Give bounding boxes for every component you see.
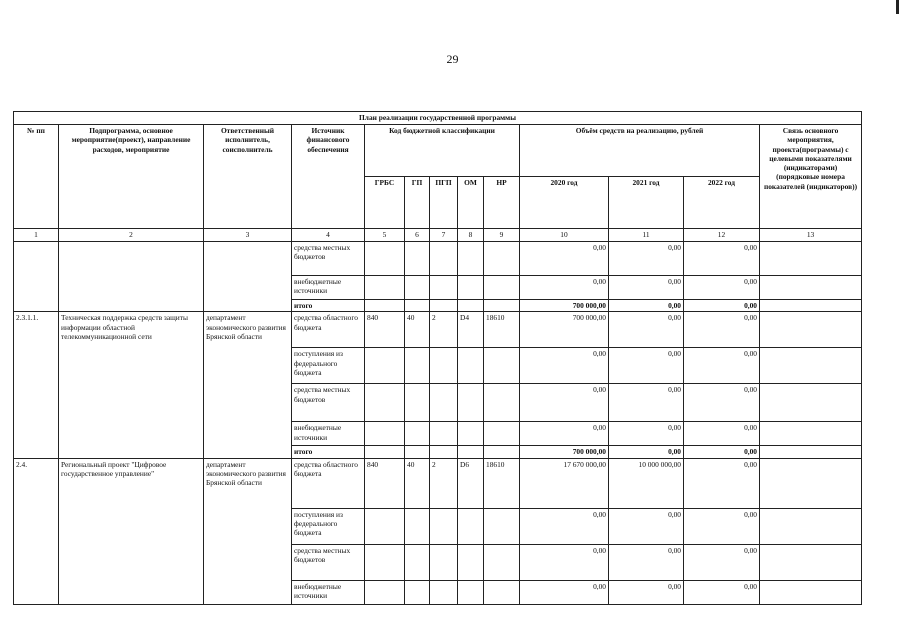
value-2021: 0,00 xyxy=(609,384,684,422)
num-cell: 2.3.1.1. xyxy=(14,312,59,458)
header-executor: Ответственный исполнитель, соисполнитель xyxy=(204,125,292,229)
value-2021: 0,00 xyxy=(609,276,684,300)
col-number: 13 xyxy=(760,229,862,242)
source-cell: внебюджетные источники xyxy=(292,422,365,446)
value-2021: 0,00 xyxy=(609,312,684,348)
column-numbers-row xyxy=(14,229,862,242)
header-num: № пп xyxy=(14,125,59,229)
header-2021: 2021 год xyxy=(609,177,684,229)
om-cell: D4 xyxy=(458,312,484,348)
col-number: 5 xyxy=(365,229,405,242)
value-2022: 0,00 xyxy=(684,446,760,458)
value-2022: 0,00 xyxy=(684,348,760,384)
header-2022: 2022 год xyxy=(684,177,760,229)
header-2020: 2020 год xyxy=(520,177,609,229)
value-2021: 0,00 xyxy=(609,508,684,544)
source-cell: средства местных бюджетов xyxy=(292,242,365,276)
pgp-cell: 2 xyxy=(430,458,458,508)
value-2022: 0,00 xyxy=(684,242,760,276)
value-2020: 0,00 xyxy=(520,276,609,300)
col-number: 8 xyxy=(458,229,484,242)
value-2020: 700 000,00 xyxy=(520,312,609,348)
num-cell xyxy=(14,242,59,312)
value-2022: 0,00 xyxy=(684,276,760,300)
header-source: Источник финансового обеспечения xyxy=(292,125,365,229)
value-2022: 0,00 xyxy=(684,312,760,348)
source-cell: итого xyxy=(292,300,365,312)
header-grbs: ГРБС xyxy=(365,177,405,229)
header-gp: ГП xyxy=(405,177,430,229)
header-pgp: ПГП xyxy=(430,177,458,229)
value-2021: 0,00 xyxy=(609,348,684,384)
col-number: 12 xyxy=(684,229,760,242)
value-2021: 0,00 xyxy=(609,544,684,580)
value-2020: 700 000,00 xyxy=(520,446,609,458)
value-2020: 0,00 xyxy=(520,508,609,544)
source-cell: внебюджетные источники xyxy=(292,276,365,300)
executor-cell: департамент экономического развития Брянской области xyxy=(204,312,292,458)
value-2020: 0,00 xyxy=(520,384,609,422)
value-2022: 0,00 xyxy=(684,384,760,422)
subprogram-cell: Региональный проект "Цифровое государственное управление" xyxy=(59,458,204,604)
gp-cell: 40 xyxy=(405,458,430,508)
source-cell: итого xyxy=(292,446,365,458)
value-2020: 0,00 xyxy=(520,242,609,276)
value-2021: 0,00 xyxy=(609,446,684,458)
grbs-cell: 840 xyxy=(365,458,405,508)
executor-cell: департамент экономического развития Брянской области xyxy=(204,458,292,604)
value-2021: 0,00 xyxy=(609,242,684,276)
source-cell: средства областного бюджета xyxy=(292,458,365,508)
value-2020: 0,00 xyxy=(520,422,609,446)
source-cell: поступления из федерального бюджета xyxy=(292,508,365,544)
source-cell: поступления из федерального бюджета xyxy=(292,348,365,384)
np-cell: 18610 xyxy=(484,312,520,348)
header-np: НР xyxy=(484,177,520,229)
value-2021: 10 000 000,00 xyxy=(609,458,684,508)
value-2022: 0,00 xyxy=(684,508,760,544)
executor-cell xyxy=(204,242,292,312)
grbs-cell: 840 xyxy=(365,312,405,348)
header-link: Связь основного мероприятия, проекта(программы) с целевыми показателями (индикаторами) (порядковые номера показателей (индикаторов)) xyxy=(760,125,862,229)
scan-edge-mark xyxy=(896,0,899,14)
value-2021: 0,00 xyxy=(609,300,684,312)
pgp-cell: 2 xyxy=(430,312,458,348)
col-number: 3 xyxy=(204,229,292,242)
value-2022: 0,00 xyxy=(684,300,760,312)
table-caption: План реализации государственной программы xyxy=(14,112,862,125)
table-row xyxy=(14,312,862,348)
col-number: 2 xyxy=(59,229,204,242)
value-2021: 0,00 xyxy=(609,422,684,446)
col-number: 4 xyxy=(292,229,365,242)
gp-cell: 40 xyxy=(405,312,430,348)
col-number: 6 xyxy=(405,229,430,242)
source-cell: средства местных бюджетов xyxy=(292,544,365,580)
col-number: 10 xyxy=(520,229,609,242)
page-number: 29 xyxy=(446,52,459,66)
num-cell: 2.4. xyxy=(14,458,59,604)
value-2022: 0,00 xyxy=(684,580,760,604)
value-2020: 0,00 xyxy=(520,348,609,384)
col-number: 11 xyxy=(609,229,684,242)
value-2022: 0,00 xyxy=(684,544,760,580)
om-cell: D6 xyxy=(458,458,484,508)
header-budget-code: Код бюджетной классификации xyxy=(365,125,520,177)
header-om: ОМ xyxy=(458,177,484,229)
header-row xyxy=(14,125,862,177)
program-plan-table xyxy=(13,111,862,605)
value-2022: 0,00 xyxy=(684,422,760,446)
value-2020: 17 670 000,00 xyxy=(520,458,609,508)
header-subprogram: Подпрограмма, основное мероприятие(проект), направление расходов, мероприятие xyxy=(59,125,204,229)
value-2020: 700 000,00 xyxy=(520,300,609,312)
source-cell: средства областного бюджета xyxy=(292,312,365,348)
source-cell: средства местных бюджетов xyxy=(292,384,365,422)
subprogram-cell xyxy=(59,242,204,312)
value-2022: 0,00 xyxy=(684,458,760,508)
table-row xyxy=(14,242,862,276)
subprogram-cell: Техническая поддержка средств защиты информации областной телекоммуникационной сети xyxy=(59,312,204,458)
header-volume: Объём средств на реализацию, рублей xyxy=(520,125,760,177)
value-2021: 0,00 xyxy=(609,580,684,604)
value-2020: 0,00 xyxy=(520,580,609,604)
col-number: 1 xyxy=(14,229,59,242)
value-2020: 0,00 xyxy=(520,544,609,580)
np-cell: 18610 xyxy=(484,458,520,508)
col-number: 9 xyxy=(484,229,520,242)
table-row xyxy=(14,458,862,508)
col-number: 7 xyxy=(430,229,458,242)
table-caption-row xyxy=(14,112,862,125)
source-cell: внебюджетные источники xyxy=(292,580,365,604)
